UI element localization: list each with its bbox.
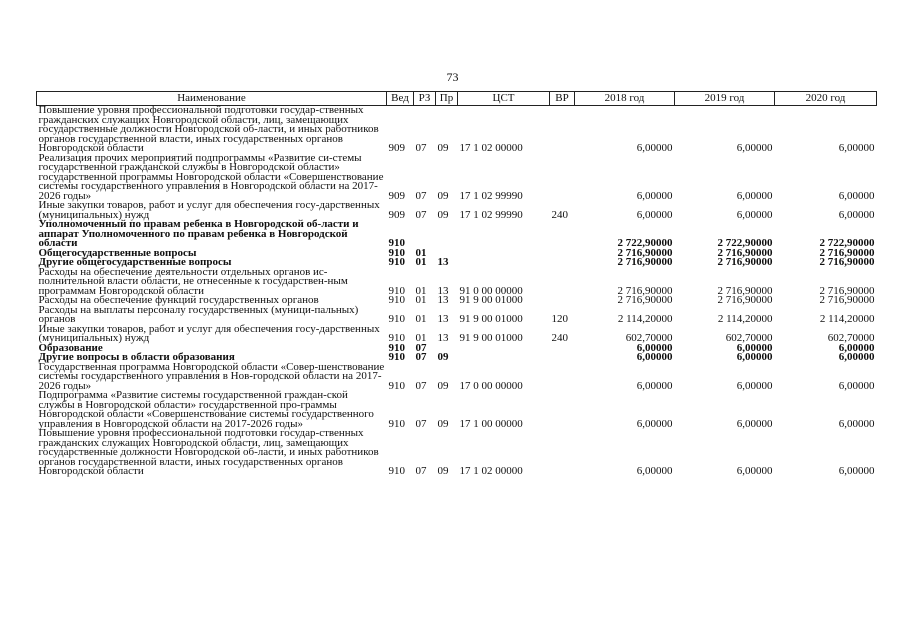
cell-2018: 602,70000 [625,332,673,344]
cell-ved: 910 [388,379,405,392]
cell-2020: 2 716,90000 [819,294,875,306]
cell-2018: 6,00000 [636,341,673,354]
header-ved: Вед [387,92,414,106]
cell-2018: 2 716,90000 [617,246,673,259]
cell-ved: 910 [388,417,405,430]
cell-2019: 6,00000 [736,417,773,430]
cell-cst: 17 1 02 99990 [459,189,523,202]
cell-rz: 01 [415,256,427,268]
cell-2019: 6,00000 [736,208,773,221]
cell-cst [458,344,550,354]
cell-pr: 09 [437,351,449,363]
cell-2019: 2 716,90000 [717,294,773,306]
cell-2020: 6,00000 [838,142,875,154]
cell-cst: 91 9 00 01000 [459,294,523,306]
cell-name: Образование [38,341,103,354]
cell-cst: 17 1 00 00000 [459,417,523,430]
header-2018: 2018 год [575,92,675,106]
cell-2019: 2 716,90000 [717,256,773,268]
cell-ved: 910 [388,465,405,477]
cell-rz: 07 [415,351,427,363]
cell-2018: 6,00000 [636,208,673,221]
cell-pr: 13 [437,284,449,297]
cell-name: Другие вопросы в области образования [38,351,235,363]
cell-2019: 2 716,90000 [717,246,773,259]
header-pr: Пр [436,92,458,106]
cell-cst: 17 0 00 00000 [459,379,523,392]
cell-2018: 6,00000 [636,465,673,477]
cell-2018: 2 722,90000 [617,237,673,249]
page-number: 73 [446,70,459,84]
cell-2019: 6,00000 [736,142,773,154]
table-row [37,306,877,325]
cell-rz: 01 [415,284,427,297]
cell-vr [550,268,575,297]
cell-pr: 09 [437,189,449,202]
cell-2018: 2 716,90000 [617,256,673,268]
cell-vr [550,353,575,363]
cell-ved: 910 [388,256,405,268]
cell-vr [550,296,575,306]
cell-name: Другие общегосударственные вопросы [38,256,232,268]
cell-cst: 17 1 02 99990 [459,208,523,221]
cell-cst [458,249,550,259]
cell-2020: 6,00000 [838,341,875,354]
cell-name: Расходы на обеспечение функций государственных органов [38,294,319,306]
cell-rz: 07 [415,465,427,477]
header-2019: 2019 год [675,92,775,106]
cell-2020: 2 716,90000 [819,284,875,297]
cell-name: Иные закупки товаров, работ и услуг для обеспечения госу-дарственных (муниципальных) нужд [38,322,380,344]
cell-vr [550,249,575,259]
cell-name: Общегосударственные вопросы [38,246,197,259]
cell-name: Подпрограмма «Развитие системы государственной граждан-ской службы в Новгородской области» государственной про-граммы Новгородской области «Совершенствование системы государственного управления в Новгородской области на 2017-2026 годы» [38,389,374,430]
table-body [37,106,877,477]
cell-rz: 01 [415,246,427,259]
cell-name: Расходы на обеспечение деятельности отдельных органов ис-полнительной власти области, не отнесенные к государствен-ным программам Новгородской области [38,265,348,297]
cell-name: Реализация прочих мероприятий подпрограммы «Развитие си-стемы государственной гражданской службы в Новгородской области» государственной программы Новгородской области «Совершенствование системы государственного управления в Новгородской области на 2017-2026 годы» [38,151,384,202]
cell-rz: 01 [415,294,427,306]
cell-cst: 17 1 02 00000 [459,142,523,154]
cell-pr: 09 [437,417,449,430]
budget-table [36,91,877,477]
cell-pr [436,220,458,249]
cell-ved: 910 [388,332,405,344]
cell-2019: 6,00000 [736,465,773,477]
cell-2020: 6,00000 [838,379,875,392]
cell-2019: 6,00000 [736,379,773,392]
header-name: Наименование [37,92,387,106]
cell-vr: 240 [551,208,568,221]
cell-2019: 2 114,20000 [717,313,773,325]
cell-rz: 07 [415,379,427,392]
cell-vr [550,258,575,268]
cell-name: Повышение уровня профессиональной подготовки государ-ственных гражданских служащих Новгородской области, лиц, замещающих государственные должности Новгородской об-ласти, и иных работников органов государственной власти, иных государственных органов Новгородской области [38,427,379,477]
cell-2020: 6,00000 [838,208,875,221]
cell-2018: 6,00000 [636,379,673,392]
cell-ved: 910 [388,351,405,363]
cell-2018: 6,00000 [636,189,673,202]
cell-2019: 2 716,90000 [717,284,773,297]
cell-cst: 91 9 00 01000 [459,332,523,344]
cell-rz: 01 [415,313,427,325]
cell-vr [550,154,575,202]
cell-vr [550,220,575,249]
cell-2020: 6,00000 [838,465,875,477]
cell-2020: 2 716,90000 [819,246,875,259]
cell-rz: 07 [415,417,427,430]
cell-pr: 13 [437,332,449,344]
cell-2018: 2 716,90000 [617,284,673,297]
cell-pr: 13 [437,313,449,325]
cell-name: Уполномоченный по правам ребенка в Новгородской об-ласти и аппарат Уполномоченного по правам ребенка в Новгородской области [38,218,359,249]
header-2020: 2020 год [775,92,877,106]
cell-rz: 01 [415,332,427,344]
cell-pr: 09 [437,379,449,392]
cell-vr [550,106,575,154]
cell-2019: 2 722,90000 [717,237,773,249]
header-vr: ВР [550,92,575,106]
cell-vr [550,363,575,392]
cell-ved: 909 [388,208,405,221]
cell-pr: 13 [437,256,449,268]
cell-cst [458,220,550,249]
cell-vr [550,391,575,429]
cell-2020: 2 716,90000 [819,256,875,268]
cell-ved: 909 [388,189,405,202]
cell-2020: 6,00000 [838,351,875,363]
cell-rz: 07 [415,208,427,221]
cell-2018: 6,00000 [636,417,673,430]
header-cst: ЦСТ [458,92,550,106]
table-row [37,220,877,249]
cell-pr: 09 [437,208,449,221]
cell-vr [550,344,575,354]
cell-2018: 2 114,20000 [617,313,673,325]
cell-cst: 91 9 00 01000 [459,313,523,325]
cell-ved: 910 [388,237,405,249]
cell-2020: 602,70000 [827,332,875,344]
cell-2020: 2 114,20000 [819,313,875,325]
cell-pr: 13 [437,294,449,306]
cell-ved: 910 [388,341,405,354]
cell-pr: 09 [437,465,449,477]
cell-2019: 602,70000 [725,332,773,344]
cell-vr: 120 [551,313,568,325]
cell-cst [458,258,550,268]
cell-name: Иные закупки товаров, работ и услуг для обеспечения госу-дарственных (муниципальных) нужд [38,199,380,221]
cell-2018: 6,00000 [636,351,673,363]
cell-name: Повышение уровня профессиональной подготовки государ-ственных гражданских служащих Новгородской области, лиц, замещающих государственные должности Новгородской об-ласти, и иных работников органов государственной власти, иных государственных органов Новгородской области [38,104,379,154]
cell-ved: 909 [388,142,405,154]
table-row [37,106,877,154]
cell-2020: 6,00000 [838,417,875,430]
cell-pr: 09 [437,142,449,154]
cell-vr: 240 [551,332,568,344]
cell-cst: 91 0 00 00000 [459,284,523,297]
cell-rz: 07 [415,189,427,202]
table-row [37,325,877,344]
cell-ved: 910 [388,294,405,306]
cell-2019: 6,00000 [736,189,773,202]
table-row [37,154,877,202]
cell-name: Расходы на выплаты персоналу государственных (муници-пальных) органов [38,303,359,325]
cell-2019: 6,00000 [736,351,773,363]
cell-rz: 07 [415,142,427,154]
cell-cst: 17 1 02 00000 [459,465,523,477]
table-row [37,363,877,392]
cell-ved: 910 [388,284,405,297]
cell-cst [458,353,550,363]
cell-rz [414,220,436,249]
cell-2018: 2 716,90000 [617,294,673,306]
header-rz: РЗ [414,92,436,106]
cell-ved: 910 [388,313,405,325]
cell-rz: 07 [415,341,427,354]
cell-2019: 6,00000 [736,341,773,354]
cell-2020: 2 722,90000 [819,237,875,249]
cell-2018: 6,00000 [636,142,673,154]
cell-name: Государственная программа Новгородской области «Совер-шенствование системы государственного управления в Нов-городской области на 2017-2026 годы» [38,360,385,392]
table-row [37,268,877,297]
cell-ved: 910 [388,246,405,259]
cell-2020: 6,00000 [838,189,875,202]
table-row [37,391,877,429]
cell-vr [550,429,575,477]
table-row [37,429,877,477]
